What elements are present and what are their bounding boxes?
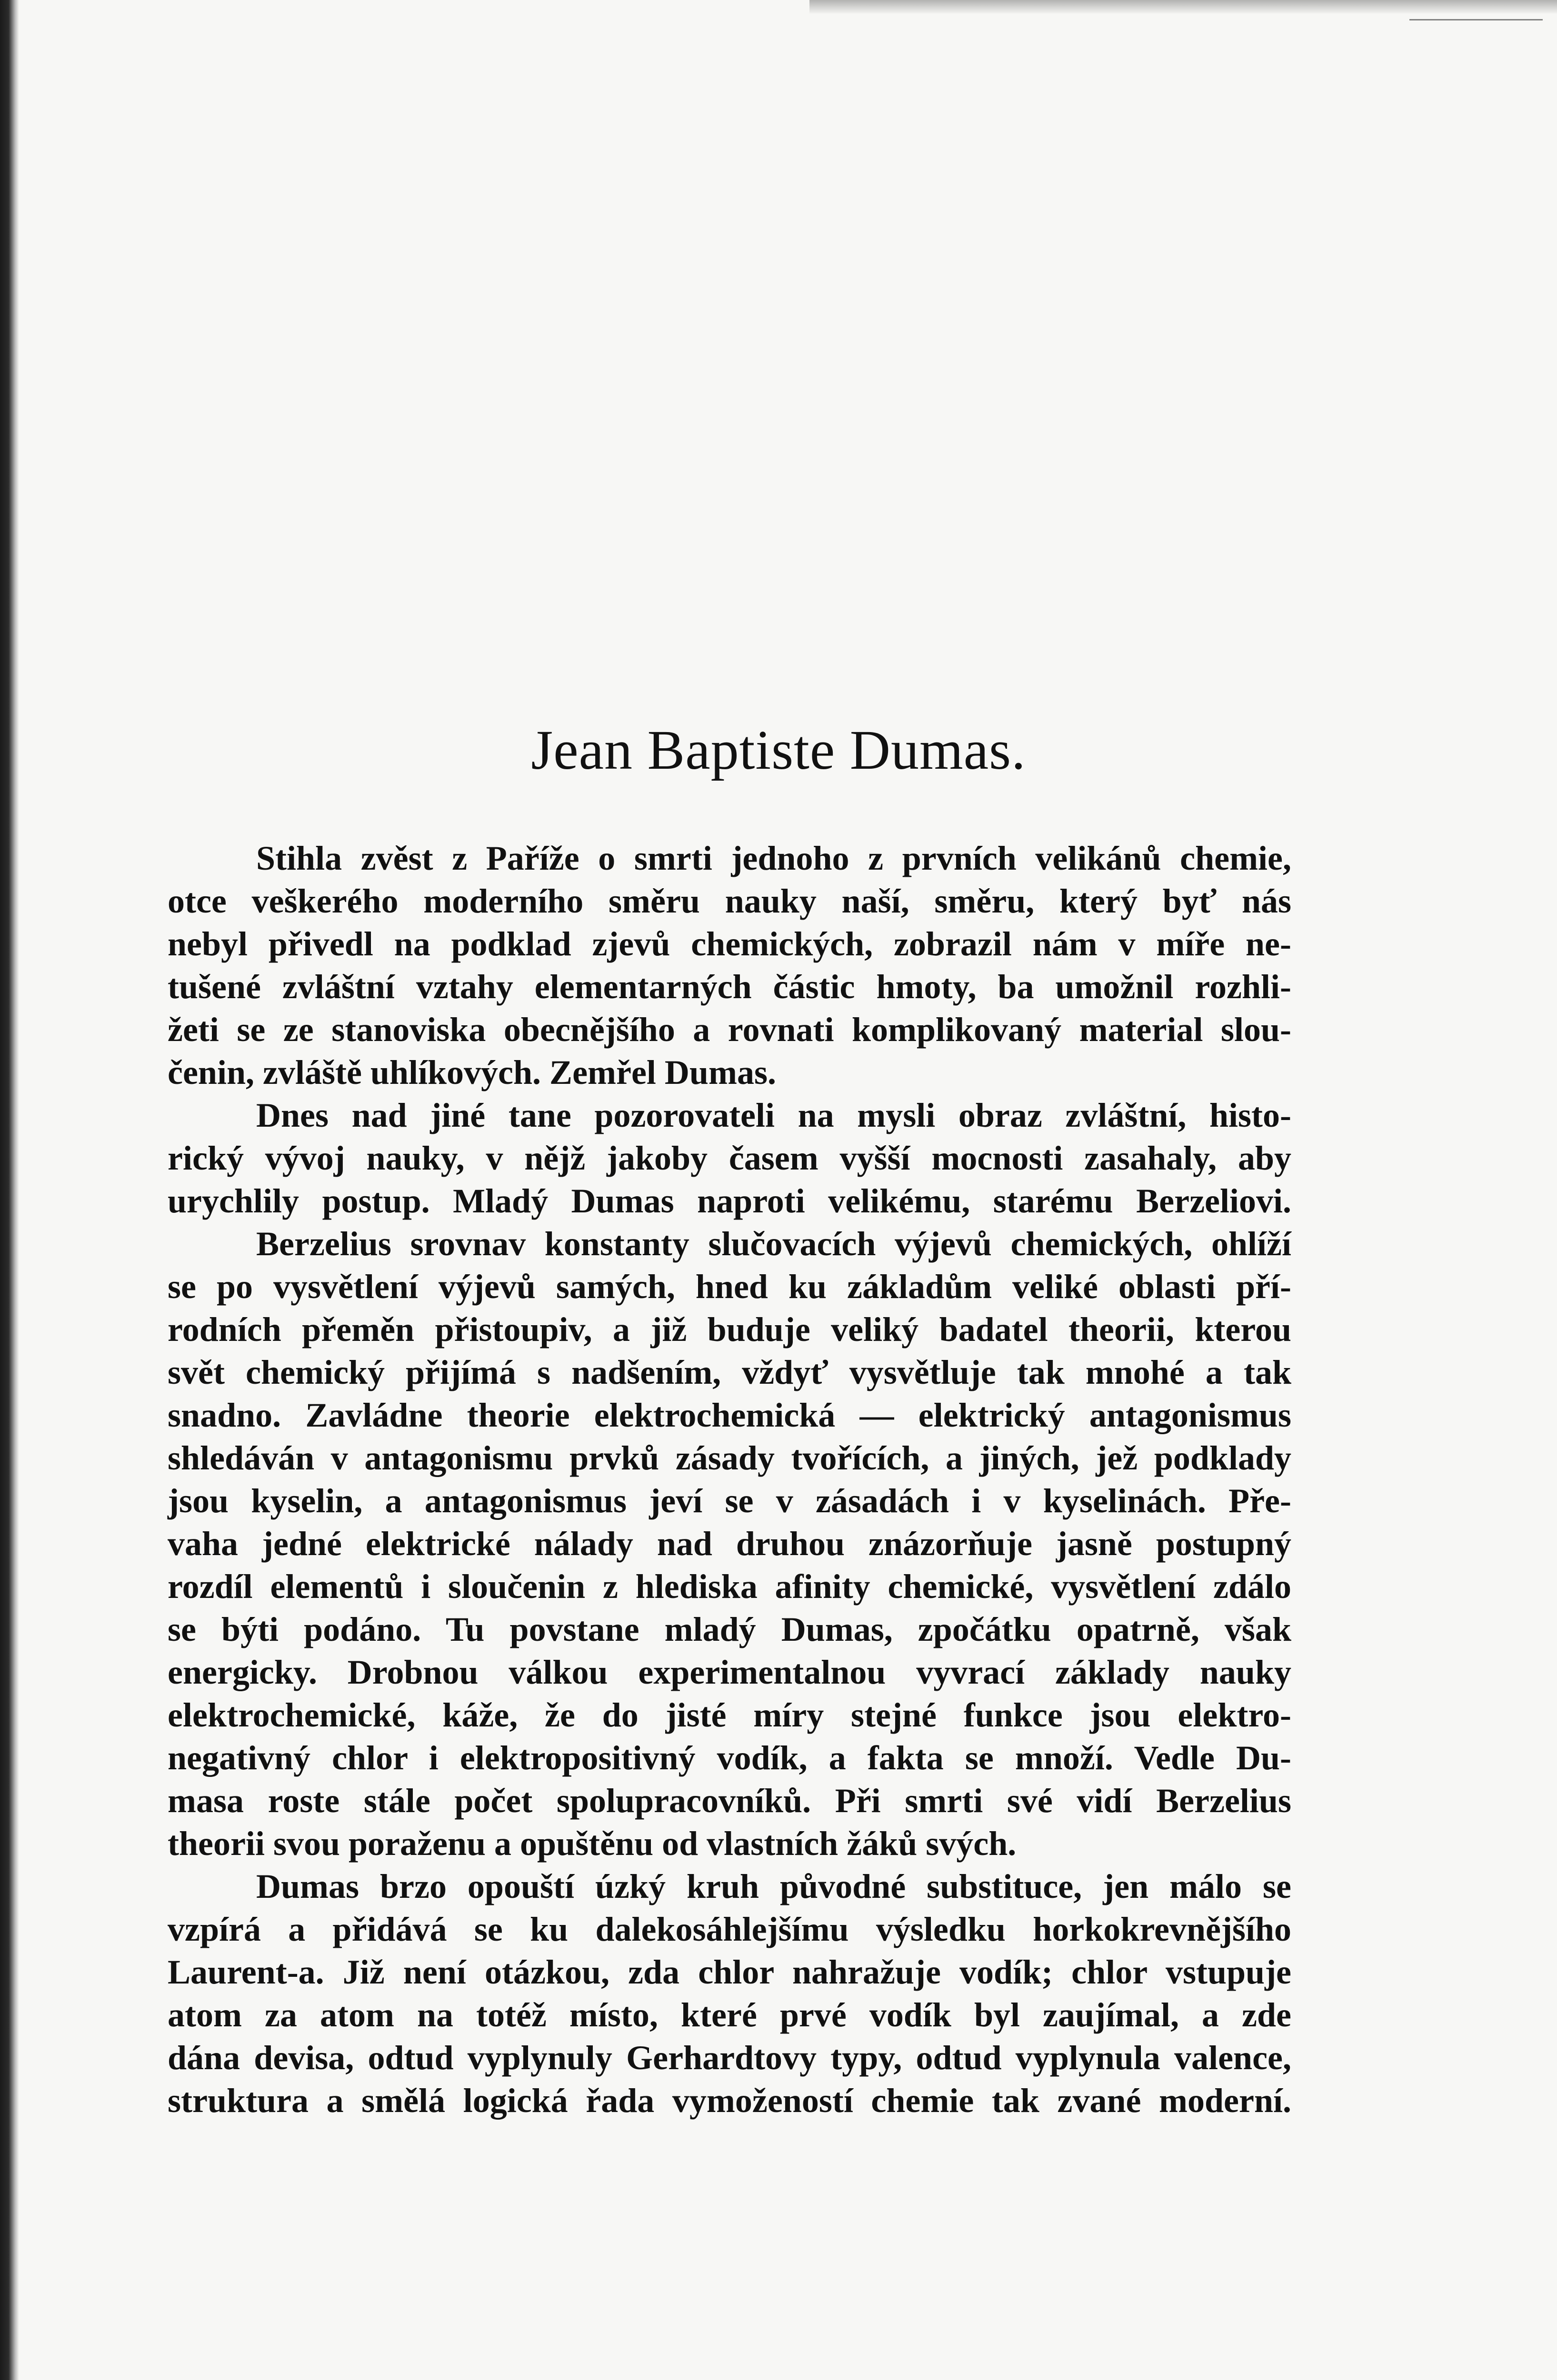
text-line: rický vývoj nauky, v nějž jakoby časem vyšší mocnosti zasahaly, aby — [168, 1139, 1291, 1177]
text-line: vaha jedné elektrické nálady nad druhou znázorňuje jasně postupný — [168, 1525, 1291, 1563]
scan-edge-top — [809, 0, 1557, 14]
text-line: Dnes nad jiné tane pozorovateli na mysli obraz zvláštní, histo- — [256, 1096, 1291, 1134]
text-line: tušené zvláštní vztahy elementarných částic hmoty, ba umožnil rozhli- — [168, 968, 1291, 1006]
text-line: Stihla zvěst z Paříže o smrti jednoho z prvních velikánů chemie, — [256, 839, 1291, 877]
text-line: snadno. Zavládne theorie elektrochemická — elektrický antagonismus — [168, 1396, 1291, 1434]
text-line: otce veškerého moderního směru nauky naší, směru, který byť nás — [168, 882, 1291, 920]
text-line: se po vysvětlení výjevů samých, hned ku základům veliké oblasti pří- — [168, 1268, 1291, 1306]
text-line: vzpírá a přidává se ku dalekosáhlejšímu výsledku horkokrevnějšího — [168, 1910, 1291, 1948]
text-line: urychlily postup. Mladý Dumas naproti velikému, starému Berzeliovi. — [168, 1182, 1291, 1220]
text-line: svět chemický přijímá s nadšením, vždyť vysvětluje tak mnohé a tak — [168, 1353, 1291, 1391]
text-line: Laurent-a. Již není otázkou, zda chlor nahražuje vodík; chlor vstupuje — [168, 1953, 1291, 1991]
text-line: energicky. Drobnou válkou experimentalnou vyvrací základy nauky — [168, 1653, 1291, 1691]
text-line: atom za atom na totéž místo, které prvé vodík byl zaujímal, a zde — [168, 1996, 1291, 2034]
text-line: se býti podáno. Tu povstane mladý Dumas, zpočátku opatrně, však — [168, 1610, 1291, 1648]
article-body — [168, 837, 1291, 2122]
text-line: rozdíl elementů i sloučenin z hlediska afinity chemické, vysvětlení zdálo — [168, 1567, 1291, 1606]
text-line: nebyl přivedl na podklad zjevů chemických, zobrazil nám v míře ne- — [168, 925, 1291, 963]
text-line: shledáván v antagonismu prvků zásady tvořících, a jiných, jež podklady — [168, 1439, 1291, 1477]
text-line: Berzelius srovnav konstanty slučovacích výjevů chemických, ohlíží — [256, 1225, 1291, 1263]
page-title: Jean Baptiste Dumas. — [531, 719, 1026, 781]
text-line: Dumas brzo opouští úzký kruh původné substituce, jen málo se — [256, 1867, 1291, 1905]
scan-edge-left — [0, 0, 19, 2380]
text-line: negativný chlor i elektropositivný vodík, a fakta se množí. Vedle Du- — [168, 1739, 1291, 1777]
text-line: struktura a smělá logická řada vymožeností chemie tak zvané moderní. — [168, 2082, 1291, 2120]
text-line: jsou kyselin, a antagonismus jeví se v zásadách i v kyselinách. Pře- — [168, 1482, 1291, 1520]
text-line: dána devisa, odtud vyplynuly Gerhardtovy typy, odtud vyplynula valence, — [168, 2039, 1291, 2077]
text-line: rodních přeměn přistoupiv, a již buduje veliký badatel theorii, kterou — [168, 1310, 1291, 1349]
text-line: čenin, zvláště uhlíkových. Zemřel Dumas. — [168, 1053, 776, 1091]
text-line: žeti se ze stanoviska obecnějšího a rovnati komplikovaný material slou- — [168, 1011, 1291, 1049]
text-line: masa roste stále počet spolupracovníků. Při smrti své vidí Berzelius — [168, 1782, 1291, 1820]
scan-rule-top — [1409, 19, 1543, 23]
text-line: elektrochemické, káže, že do jisté míry stejné funkce jsou elektro- — [168, 1696, 1291, 1734]
text-line: theorii svou poraženu a opuštěnu od vlastních žáků svých. — [168, 1825, 1017, 1863]
